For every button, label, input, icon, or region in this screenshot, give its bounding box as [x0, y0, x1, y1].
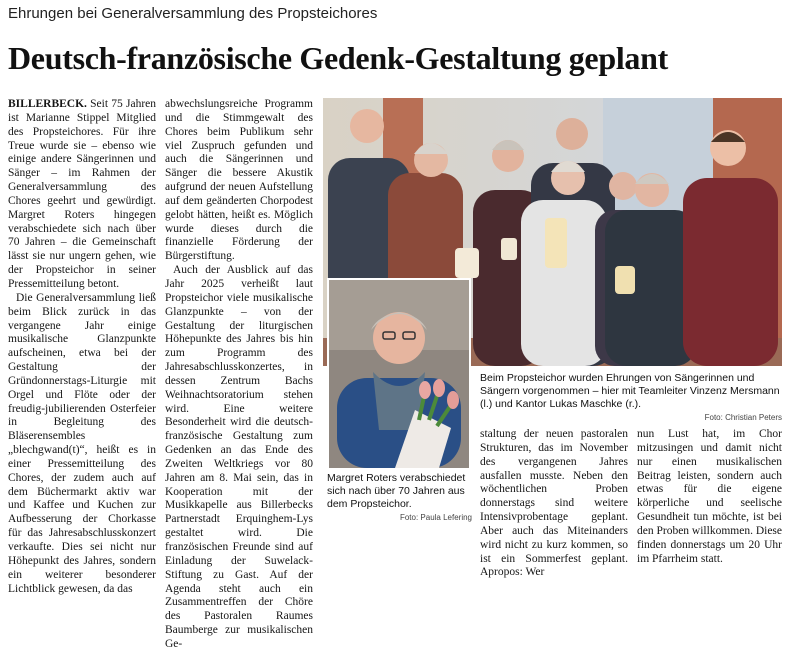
article-column-4	[637, 428, 782, 582]
paragraph-5: staltung der neuen pastoralen Strukturen, das im November des vergangenen Jahres ausfallen musste. Neben den wöchentlichen Proben donnerstags sind weitere Intensivprobentage geplant. Aber auch das Miteinanders wird nicht zu kurz kommen, so ist ein Sommerfest geplant. Apropos: Wer	[480, 428, 628, 579]
portrait-photo-image	[329, 280, 469, 468]
portrait-credit: Foto: Paula Lefering	[399, 513, 472, 522]
group-credit: Foto: Christian Peters	[704, 413, 782, 422]
article-column-2	[165, 98, 313, 650]
article-headline: Deutsch-französische Gedenk-Gestaltung geplant	[8, 40, 668, 76]
article-kicker: Ehrungen bei Generalversammlung des Propsteichores	[8, 5, 378, 22]
group-caption-text: Beim Propsteichor wurden Ehrungen von Sängerinnen und Sängern vorgenommen – hier mit Teamleiter Vinzenz Mersmann (l.) und Kantor Lukas Maschke (r.).	[480, 372, 780, 410]
paragraph-1: Seit 75 Jahren ist Marianne Stippel Mitglied des Propsteichores. Für ihre Treue wurde sie – ebenso wie einige andere Sängerinnen und Sänger – im Rahmen der Generalversammlung des Chores geehrt und gewürdigt. Margret Roters hingegen verabschiedete sich nach über 70 Jahren – die Gemeinschaft lässt sie nur ungern gehen, wie der Propsteichor in seiner Pressemitteilung betont.	[8, 98, 156, 290]
paragraph-6: nun Lust hat, im Chor mitzusingen und damit nicht nur einen musikalischen Beitrag leisten, sondern auch etwas für die eigene körperliche und seelische Gesundheit tun möchte, ist bei den Proben willkommen. Diese finden donnerstags um 20 Uhr im Pfarrheim statt.	[637, 428, 783, 565]
dateline: BILLERBECK.	[8, 98, 87, 110]
portrait-caption	[327, 472, 472, 524]
article-column-1	[8, 98, 156, 595]
paragraph-2: Die Generalversammlung ließ beim Blick zurück in das vergangene Jahr einige musikalische Glanzpunkte aufscheinen, etwa bei der Gestaltung der Gründonnerstags-Liturgie mit Orgel und Flöte oder der freudig-jubilierenden Osterfeier in Begleitung des Bläserensembles „blechgwand(t)“, heißt es in einer Pressemitteilung des Chores, der zudem auch auf dem Büchermarkt aktiv war und Kaffee und Kuchen zur Aufbesserung der Chorkasse für das Jahresabschlusskonzert verkaufte. Dies sei nicht nur Höhepunkt des Jahres, sondern ein weiterer besonderer Lichtblick gewesen, da das	[8, 291, 156, 595]
group-caption	[480, 372, 782, 424]
portrait-caption-text: Margret Roters verabschiedet sich nach über 70 Jahren aus dem Propsteichor.	[327, 472, 466, 510]
article-column-3	[480, 428, 628, 582]
paragraph-4: Auch der Ausblick auf das Jahr 2025 verheißt laut Propsteichor viele musikalische Glanzpunkte – von der Gestaltung der liturgischen Höhepunkte des Jahres bis hin zum Programm des Jahresabschlusskonzertes, in dessen Zentrum Bachs Weihnachtsoratorium stehen wird. Eine weitere Besonderheit wird die deutsch-französische Gestaltung zum Gedenken an das Ende des Zweiten Weltkriegs vor 80 Jahren am 8. Mai sein, das in Kooperation mit der Musikkapelle aus Billerbecks Partnerstadt Erquinghem-Lys gestaltet wird. Die französischen Freunde sind auf Einladung der Suwelack-Stiftung zu Gast. Auf der Agenda steht auch ein Zusammentreffen der Chöre des Pastoralen Raumes Baumberge zur musikalischen Ge-	[165, 264, 313, 650]
paragraph-3: abwechslungsreiche Programm und die Stimmgewalt des Chores beim Publikum sehr viel Zuspruch gefunden und auch die Sängerinnen und Sänger die bessere Akustik aufgrund der neuen Aufstellung auf dem geänderten Chorpodest gelobt hätten, heißt es. Möglich wurde dieses durch die finanzielle Förderung der Bürgerstiftung.	[165, 98, 313, 263]
portrait-photo	[327, 278, 471, 470]
